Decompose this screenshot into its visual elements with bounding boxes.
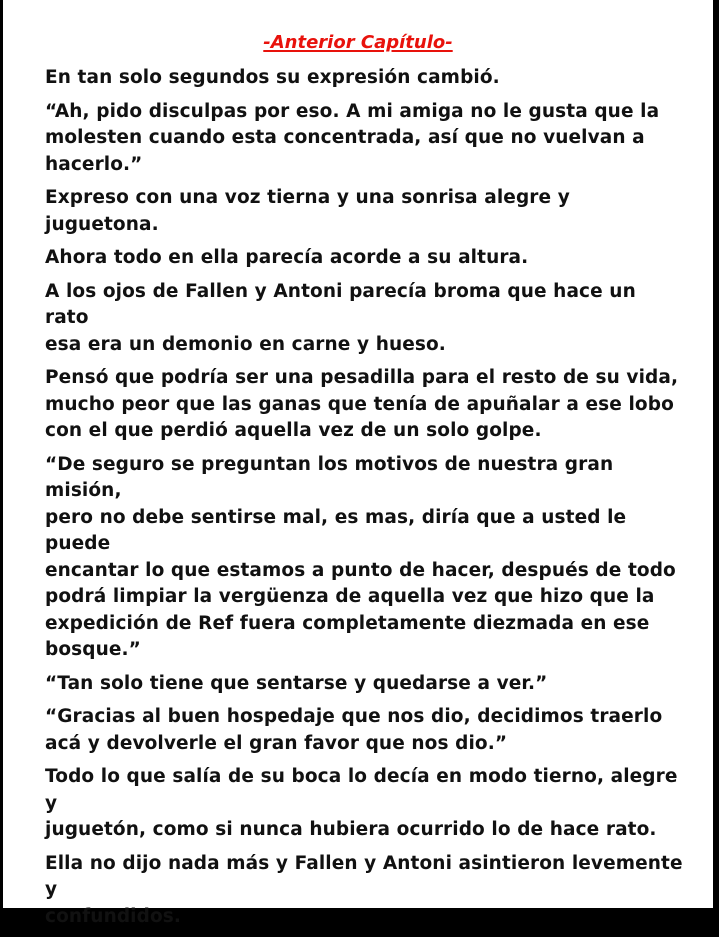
paragraph-6: Pensó que podría ser una pesadilla para el resto de su vida, mucho peor que las ganas que tenía de apuñalar a ese lobo con el que perdió aquella vez de un solo golpe. (45, 367, 679, 441)
paragraph-9: “Gracias al buen hospedaje que nos dio, decidimos traerlo acá y devolverle el gran favor que nos dio.” (45, 706, 663, 754)
paragraph-3: Expreso con una voz tierna y una sonrisa alegre y juguetona. (45, 187, 570, 235)
paragraph-7: “De seguro se preguntan los motivos de nuestra gran misión, pero no debe sentirse mal, es mas, diría que a usted le puede encantar lo que estamos a punto de hacer, después de todo podrá limpiar la vergüenza de aquella vez que hizo que la expedición de Ref fuera completamente diezmada en ese bosque.” (45, 453, 676, 660)
paragraph-11: Ella no dijo nada más y Fallen y Antoni asintieron levemente y confundidos. (45, 852, 683, 927)
paragraph-5: A los ojos de Fallen y Antoni parecía broma que hace un rato esa era un demonio en carne y hueso. (45, 280, 636, 355)
paragraph-1: En tan solo segundos su expresión cambió. (45, 67, 500, 88)
paragraph-8: “Tan solo tiene que sentarse y quedarse a ver.” (45, 672, 548, 694)
paragraph-4: Ahora todo en ella parecía acorde a su altura. (45, 247, 529, 268)
document-body (45, 65, 685, 937)
paragraph-10: Todo lo que salía de su boca lo decía en modo tierno, alegre y juguetón, como si nunca hubiera ocurrido lo de hace rato. (45, 766, 678, 840)
document-page (3, 0, 713, 927)
paragraph-2: “Ah, pido disculpas por eso. A mi amiga no le gusta que la molesten cuando esta concentrada, así que no vuelvan a hacerlo.” (45, 100, 660, 175)
chapter-title: -Anterior Capítulo- (263, 32, 453, 53)
